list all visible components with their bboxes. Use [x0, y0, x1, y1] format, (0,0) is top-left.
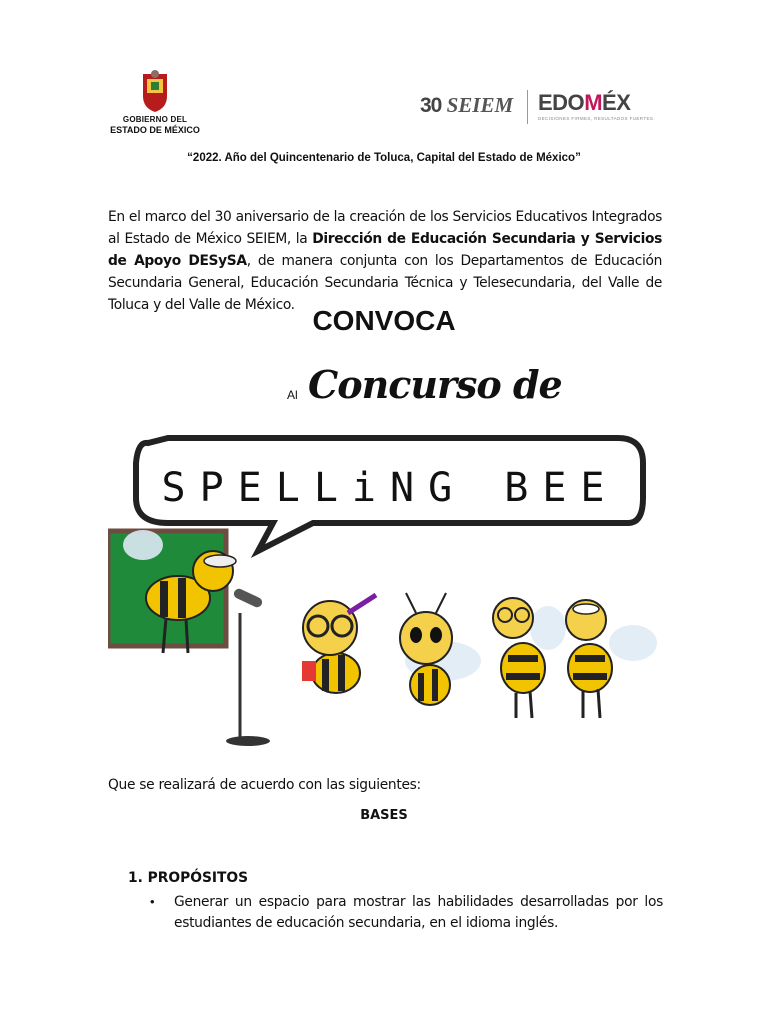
motto: “2022. Año del Quincentenario de Toluca, Capital del Estado de México”: [187, 152, 581, 164]
seiem-edomex-logos: [420, 88, 665, 132]
section-propositos-title: 1. PROPÓSITOS: [128, 870, 249, 886]
microphone-icon: [232, 587, 263, 609]
que-paragraph: Que se realizará de acuerdo con las siguientes:: [108, 777, 421, 793]
concurso-heading: Concurso de: [308, 362, 562, 407]
bubble-text: SPELLiNG BEE: [161, 465, 619, 511]
mic-base: [226, 736, 270, 746]
edomex-pre: EDO: [538, 90, 585, 115]
shield-icon: [105, 70, 205, 114]
logo-separator: [527, 90, 528, 124]
intro-bold: Dirección de Educación Secundaria y Servicios de Apoyo DESySA: [108, 231, 662, 269]
al-label: Al: [287, 388, 298, 402]
gov-line1: GOBIERNO DEL: [122, 115, 188, 124]
edomex-post: ÉX: [602, 90, 631, 115]
edomex-logo: [538, 90, 630, 116]
convoca-heading: CONVOCA: [312, 305, 456, 336]
gov-line2: ESTADO DE MÉXICO: [110, 125, 200, 135]
spelling-bee-illustration: [108, 423, 668, 768]
intro-part2: , de manera conjunta con los Departamentos de Educación Secundaria General, Educación Secundaria Técnica y Telesecundaria, del Valle de Toluca y del Valle de México.: [108, 253, 662, 313]
section-propositos-text: Generar un espacio para mostrar las habilidades desarrolladas por los estudiantes de educación secundaria, en el idioma inglés.: [174, 894, 663, 931]
bee-girl: [400, 593, 481, 705]
seiem-text: SEIEM: [446, 93, 514, 117]
seiem-number: 30: [420, 94, 442, 117]
bee-glasses-book: [302, 595, 376, 693]
bases-heading: BASES: [360, 808, 408, 823]
gobierno-logo: [105, 70, 205, 136]
edomex-slogan: DECISIONES FIRMES, RESULTADOS FUERTES.: [538, 116, 655, 121]
intro-paragraph: [108, 206, 662, 316]
seiem-logo: [420, 93, 513, 118]
bee-far-right: [566, 600, 657, 718]
bee-glasses-right: [493, 598, 566, 718]
bullet-icon: •: [150, 894, 155, 909]
intro-part1: En el marco del 30 aniversario de la creación de los Servicios Educativos Integrados al Estado de México SEIEM, la: [108, 209, 662, 247]
edomex-m: M: [584, 90, 603, 115]
